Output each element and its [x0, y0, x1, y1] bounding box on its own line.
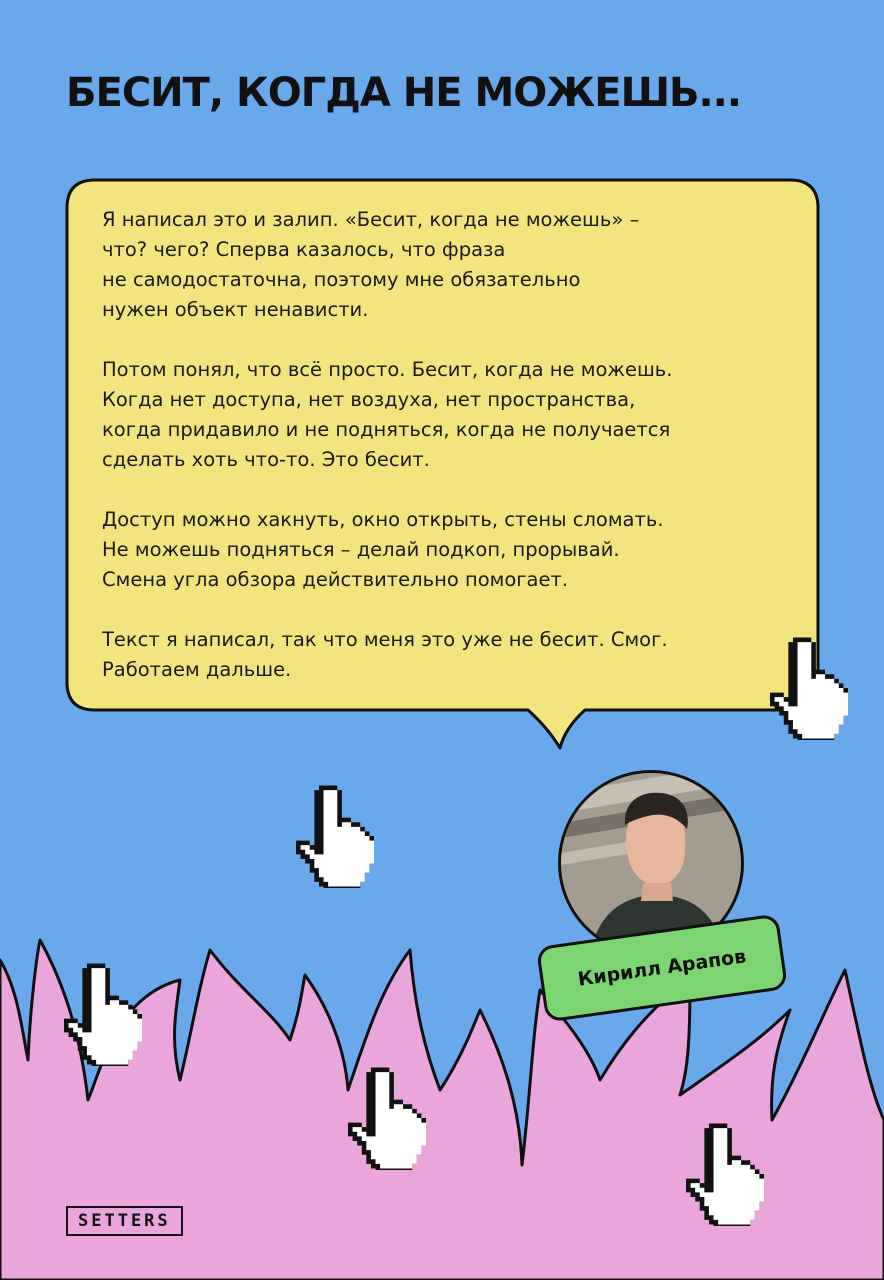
bubble-paragraph-2: Потом понял, что всё просто. Бесит, когда не можешь. Когда нет доступа, нет воздуха, нет пространства, когда придавило и не подняться, когда не получается сделать хоть что-то. Это бесит. — [102, 358, 673, 471]
author-name: Кирилл Арапов — [576, 945, 748, 991]
hand-cursor-icon — [686, 1122, 764, 1226]
hand-cursor-icon — [348, 1066, 426, 1170]
hand-cursor-icon — [64, 962, 142, 1066]
bubble-paragraph-1: Я написал это и залип. «Бесит, когда не можешь» – что? чего? Сперва казалось, что фраза не самодостаточна, поэтому мне обязательно нужен объект ненависти. — [102, 208, 640, 321]
hand-cursor-icon — [770, 636, 848, 740]
setters-logo: SETTERS — [66, 1206, 183, 1236]
bubble-paragraph-4: Текст я написал, так что меня это уже не бесит. Смог. Работаем дальше. — [102, 628, 668, 681]
hand-cursor-icon — [296, 784, 374, 888]
page-title: БЕСИТ, КОГДА НЕ МОЖЕШЬ... — [66, 70, 742, 116]
bubble-paragraph-3: Доступ можно хакнуть, окно открыть, стены сломать. Не можешь подняться – делай подкоп, прорывай. Смена угла обзора действительно помогает. — [102, 508, 664, 591]
